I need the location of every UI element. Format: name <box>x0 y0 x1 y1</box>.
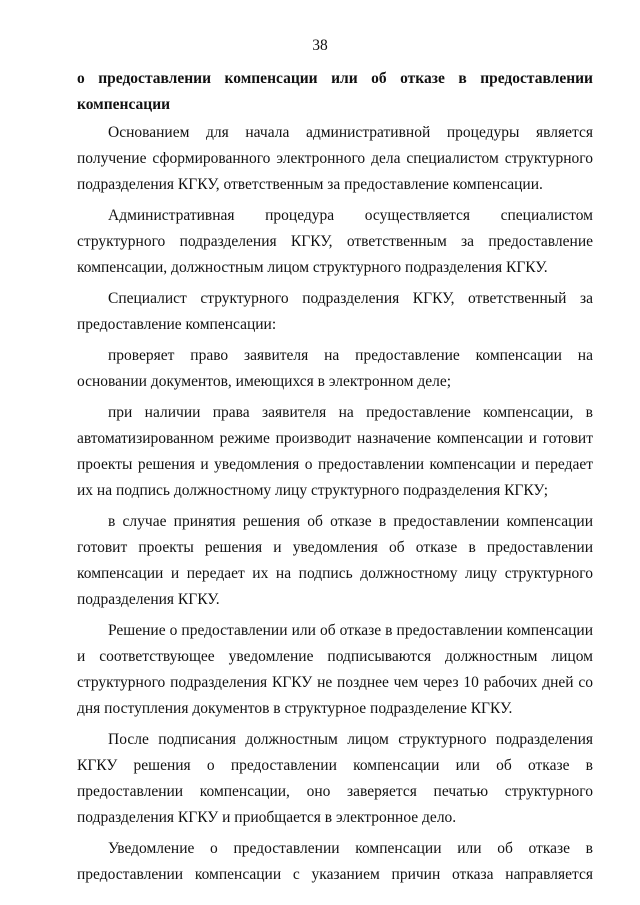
paragraph: Решение о предоставлении или об отказе в предоставлении компенсации и соответствующее уведомление подписываются должностным лицом структурного подразделения КГКУ не позднее чем через 10 рабочих дней со дня поступления документов в структурное подразделение КГКУ. <box>77 622 593 717</box>
paragraph: Специалист структурного подразделения КГКУ, ответственный за предоставление компенсации: <box>77 290 593 333</box>
paragraph: Основанием для начала административной процедуры является получение сформированного электронного дела специалистом структурного подразделения КГКУ, ответственным за предоставление компенсации. <box>77 124 593 193</box>
paragraph: проверяет право заявителя на предоставление компенсации на основании документов, имеющихся в электронном деле; <box>77 347 593 390</box>
page-number: 38 <box>312 37 328 54</box>
paragraph: Уведомление о предоставлении компенсации или об отказе в предоставлении компенсации с указанием причин отказа направляется <box>77 840 593 883</box>
paragraph: После подписания должностным лицом структурного подразделения КГКУ решения о предоставлении компенсации или об отказе в предоставлении компенсации, оно заверяется печатью структурного подразделения КГКУ и приобщается в электронное дело. <box>77 731 593 826</box>
paragraph: при наличии права заявителя на предоставление компенсации, в автоматизированном режиме производит назначение компенсации и готовит проекты решения и уведомления о предоставлении компенсации и передает их на подпись должностному лицу структурного подразделения КГКУ; <box>77 404 593 499</box>
document-body <box>77 66 593 893</box>
paragraph: Административная процедура осуществляется специалистом структурного подразделения КГКУ, ответственным за предоставление компенсации, должностным лицом структурного подразделения КГКУ. <box>77 207 593 276</box>
paragraph: в случае принятия решения об отказе в предоставлении компенсации готовит проекты решения и уведомления об отказе в предоставлении компенсации и передает их на подпись должностному лицу структурного подразделения КГКУ. <box>77 513 593 608</box>
section-heading: о предоставлении компенсации или об отказе в предоставлении компенсации <box>77 70 593 113</box>
